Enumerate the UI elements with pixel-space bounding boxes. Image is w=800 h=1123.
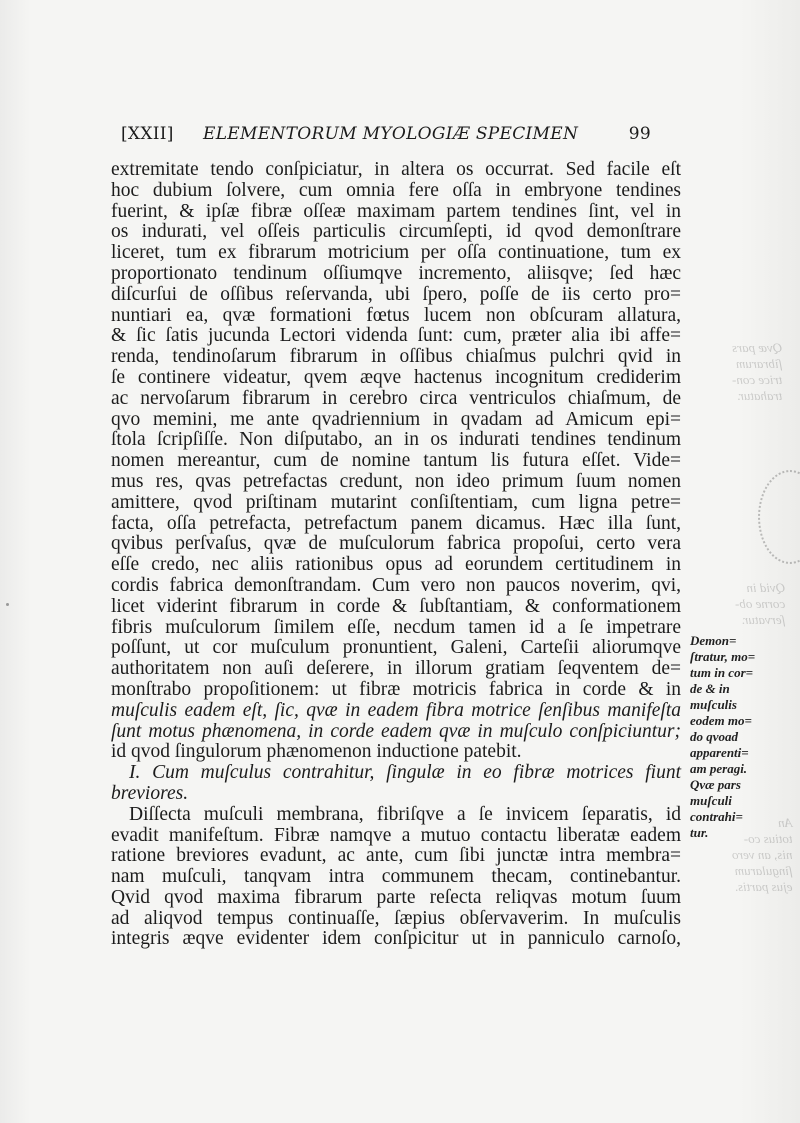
text-line: Qvid qvod maxima fibrarum parte reſecta reliqvas motum ſuum	[111, 886, 681, 908]
text-line: liceret, tum ex fibrarum motricium per oſſa continuatione, tum ex	[111, 242, 681, 264]
marginal-note-line: de & in	[690, 681, 730, 696]
text-line: poſſunt, ut cor muſculum pronuntient, Galeni, Carteſii aliorumqve	[111, 637, 681, 659]
text-line: extremitate tendo conſpiciatur, in altera os occurrat. Sed facile eſt	[111, 159, 681, 180]
marginal-note-line: eodem mo=	[690, 713, 752, 728]
marginal-note-line: do qvoad	[690, 729, 739, 744]
proposition-heading: breviores.	[111, 782, 189, 804]
text-line: integris æqve evidenter idem conſpicitur ut in panniculo carnoſo,	[111, 928, 681, 950]
marginal-note-line: tum in cor=	[690, 665, 754, 680]
text-line: mus res, qvas petrefactas credunt, non ideo primum ſuum nomen	[111, 470, 681, 492]
edge-mark	[6, 603, 9, 606]
text-line: evadit manifeſtum. Fibræ namqve a mutuo contactu liberatæ eadem	[111, 824, 681, 846]
marginal-note-line: muſculis	[690, 697, 737, 712]
marginal-note-line: Demon=	[690, 633, 737, 648]
text-line: diſcurſui de oſſibus reſervanda, ubi ſpero, poſſe de iis certo pro=	[111, 283, 681, 305]
text-line: ratione breviores evadunt, ac ante, cum ſibi junctæ intra membra=	[111, 845, 681, 867]
text-line: nam muſculi, tanqvam intra communem thecam, continebantur.	[111, 866, 681, 888]
marginal-note	[690, 633, 790, 841]
marginal-note-line: ſtratur, mo=	[690, 649, 756, 664]
text-line: os indurati, vel oſſeis particulis circumſepti, id qvod demonſtrare	[111, 221, 681, 243]
text-line: amittere, qvod priſtinam mutarint conſiſtentiam, cum ligna petre=	[111, 491, 681, 513]
text-line: facta, oſſa petrefacta, petrefactum panem dicamus. Hæc illa ſunt,	[111, 512, 681, 534]
main-text	[111, 160, 681, 950]
marginal-note-line: apparenti=	[690, 745, 749, 760]
proposition-heading: I. Cum muſculus contrahitur, ſingulæ in eo fibræ motrices fiunt	[129, 762, 681, 784]
text-line: hoc dubium ſolvere, cum omnia fere oſſa in embryone tendines	[111, 179, 681, 201]
show-through-text: Qvid in corne ob- ſervatur.	[735, 580, 786, 627]
show-through-text: Qvæ pars ſibrarum trice con- trahatur.	[732, 340, 783, 403]
marginal-note-line: contrahi=	[690, 809, 743, 824]
text-line: qvo memini, me ante qvadriennium in qvadam ad Amicum epi=	[111, 408, 681, 430]
text-line: muſculis eadem eſt, ſic, qvæ in eadem fibra motrice ſenſibus manifeſta	[111, 699, 681, 721]
text-line: licet viderint fibrarum in corde & ſubſtantiam, & conformationem	[111, 595, 681, 617]
text-line: ſtola ſcripſiſſe. Non diſputabo, an in os indurati tendines tendinum	[111, 429, 681, 451]
page-number: 99	[628, 124, 651, 144]
marginal-note-line: Qvæ pars	[690, 777, 741, 792]
text-line: id qvod ſingulorum phænomenon inductione patebit.	[111, 741, 522, 763]
text-line: cordis fabrica demonſtrandam. Cum vero non paucos noverim, qvi,	[111, 574, 681, 596]
text-line: fuerint, & ipſæ fibræ oſſeæ maximam partem tendines ſint, vel in	[111, 200, 681, 222]
section-number: [XXII]	[121, 124, 174, 144]
text-line: ad aliqvod tempus continuaſſe, ſæpius obſervaverim. In muſculis	[111, 907, 681, 929]
text-line: ſe continere videatur, qvem æqve hactenus incognitum crediderim	[111, 366, 681, 388]
text-line: monſtrabo propoſitionem: ut fibræ motricis fabrica in corde & in	[111, 678, 681, 700]
text-line: & ſic ſatis jucunda Lectori videnda ſunt: cum, præter alia ibi affe=	[111, 325, 681, 347]
text-line: ac nervoſarum fibrarum in cerebro circa ventriculos chiaſmum, de	[111, 387, 681, 409]
text-line: proportionato tendinum oſſiumqve incremento, aliisqve; ſed hæc	[111, 262, 681, 284]
text-line: renda, tendinoſarum fibrarum in oſſibus chiaſmus pulchri qvid in	[111, 346, 681, 368]
marginal-note-line: tur.	[690, 825, 709, 840]
text-line: authoritatem non auſi deſerere, in illorum gratiam ſeqventem de=	[111, 658, 681, 680]
marginal-note-line: muſculi	[690, 793, 732, 808]
running-title: ELEMENTORUM MYOLOGIÆ SPECIMEN	[203, 124, 579, 144]
text-line: nomen mereantur, cum de nomine tantum lis futura eſſet. Vide=	[111, 450, 681, 472]
text-line: nuntiari ea, qvæ formationi fœtus lucem non obſcuram allatura,	[111, 304, 681, 326]
text-line: qvibus perſvaſus, qvæ de muſculorum fabrica propoſui, certo vera	[111, 533, 681, 555]
text-line: fibris muſculorum ſimilem eſſe, necdum tamen id a ſe impetrare	[111, 616, 681, 638]
text-line: ſunt motus phænomena, in corde eadem qvæ in muſculo conſpiciuntur;	[111, 720, 681, 742]
running-head	[121, 124, 651, 150]
text-line: eſſe credo, nec aliis rationibus opus ad eorundem certitudinem in	[111, 554, 681, 576]
marginal-note-line: am peragi.	[690, 761, 748, 776]
text-line: Diſſecta muſculi membrana, fibriſqve a ſe invicem ſeparatis, id	[129, 803, 681, 825]
show-through-text: An totius co- nis, an vero ſingularum ejus partis.	[732, 815, 793, 894]
